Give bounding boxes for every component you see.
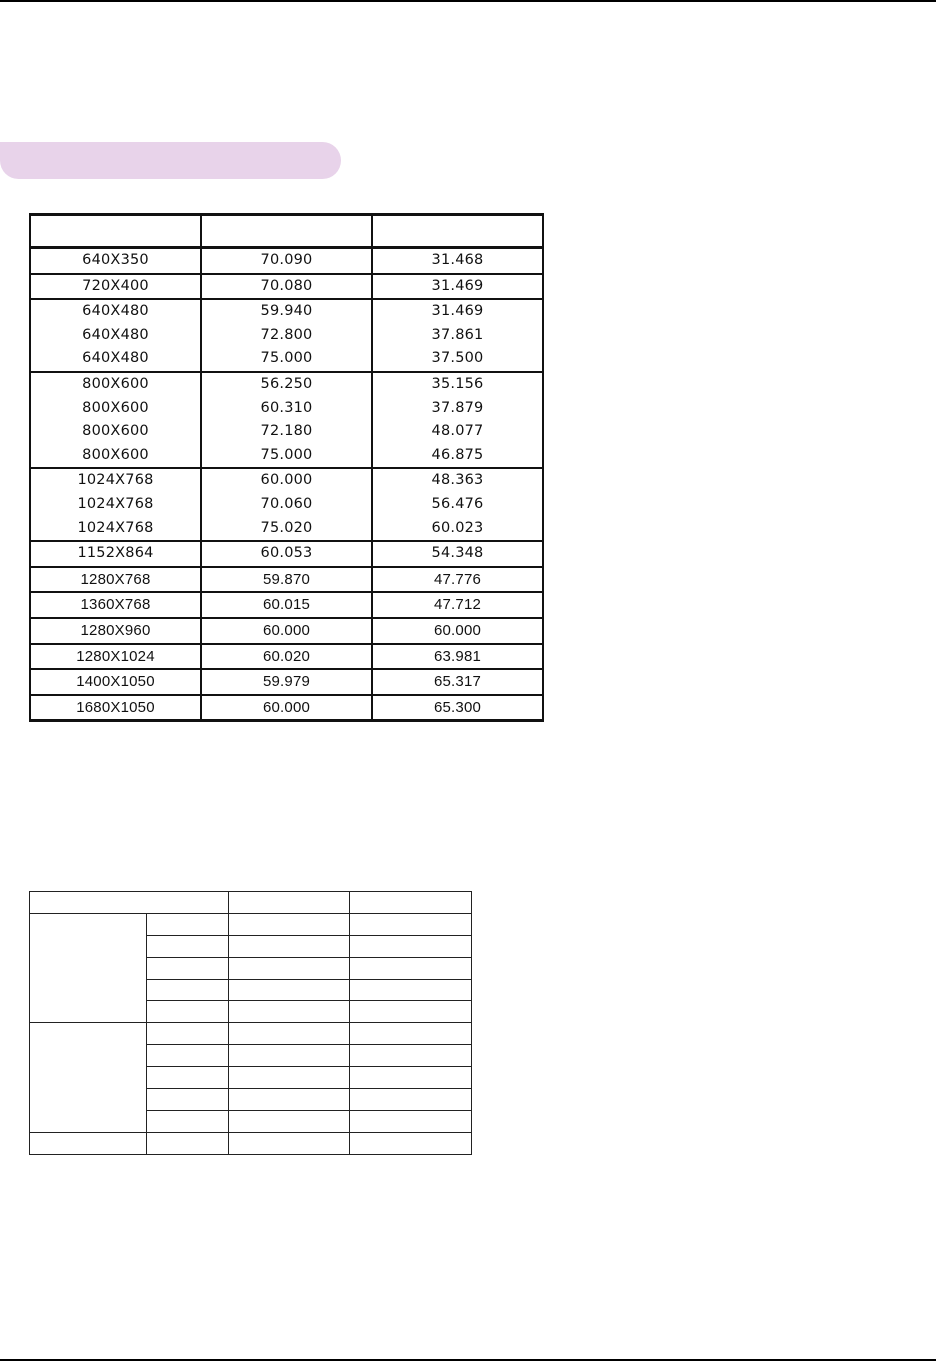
horizontal-frequency-cell: 60.000 <box>372 618 543 644</box>
table-cell <box>350 913 472 935</box>
resolution-cell: 1400X1050 <box>30 669 201 695</box>
top-rule <box>0 0 936 2</box>
table-row <box>30 372 543 397</box>
table-cell <box>229 1089 350 1111</box>
table-cell <box>30 1132 147 1154</box>
table-row <box>30 397 543 421</box>
table-cell <box>350 957 472 979</box>
table-cell <box>229 1001 350 1023</box>
table-cell <box>350 1023 472 1045</box>
resolution-cell: 1152X864 <box>30 541 201 567</box>
vertical-frequency-cell: 70.060 <box>201 493 372 517</box>
vertical-frequency-cell: 72.180 <box>201 420 372 444</box>
vertical-frequency-cell: 60.000 <box>201 468 372 493</box>
table-row <box>30 695 543 721</box>
bottom-rule <box>0 1359 936 1361</box>
table-row <box>30 444 543 469</box>
header-vertical-frequency <box>201 215 372 248</box>
table-row <box>30 517 543 542</box>
table-row <box>30 541 543 567</box>
horizontal-frequency-cell: 37.861 <box>372 324 543 348</box>
section-title-banner <box>0 142 341 179</box>
table-cell <box>229 957 350 979</box>
resolution-cell: 640X480 <box>30 347 201 372</box>
horizontal-frequency-cell: 31.469 <box>372 274 543 300</box>
vertical-frequency-cell: 59.870 <box>201 567 372 593</box>
table-cell <box>229 1110 350 1132</box>
table-cell <box>229 913 350 935</box>
header-resolution <box>30 215 201 248</box>
table-cell <box>229 1067 350 1089</box>
resolution-cell: 1280X1024 <box>30 644 201 670</box>
table-cell <box>350 979 472 1001</box>
horizontal-frequency-cell: 65.300 <box>372 695 543 721</box>
table-row <box>30 248 543 274</box>
table-row <box>30 347 543 372</box>
resolution-cell: 800X600 <box>30 444 201 469</box>
resolution-cell: 1360X768 <box>30 592 201 618</box>
table-row <box>30 468 543 493</box>
table-row <box>30 567 543 593</box>
horizontal-frequency-cell: 35.156 <box>372 372 543 397</box>
horizontal-frequency-cell: 46.875 <box>372 444 543 469</box>
horizontal-frequency-cell: 48.077 <box>372 420 543 444</box>
table-cell <box>147 979 229 1001</box>
resolution-table <box>29 213 544 722</box>
horizontal-frequency-cell: 47.712 <box>372 592 543 618</box>
vertical-frequency-cell: 70.090 <box>201 248 372 274</box>
table-cell <box>147 913 229 935</box>
vertical-frequency-cell: 72.800 <box>201 324 372 348</box>
resolution-cell: 800X600 <box>30 372 201 397</box>
table-cell <box>350 1001 472 1023</box>
header-horizontal-frequency <box>372 215 543 248</box>
table-row <box>30 618 543 644</box>
table-cell <box>229 979 350 1001</box>
table-row <box>30 1023 472 1045</box>
table-cell <box>350 1067 472 1089</box>
table-row <box>30 274 543 300</box>
table-cell <box>147 1045 229 1067</box>
table-cell <box>147 935 229 957</box>
horizontal-frequency-cell: 37.500 <box>372 347 543 372</box>
table-row <box>30 493 543 517</box>
table-cell <box>30 1023 147 1132</box>
horizontal-frequency-cell: 60.023 <box>372 517 543 542</box>
resolution-cell: 800X600 <box>30 420 201 444</box>
resolution-cell: 640X480 <box>30 324 201 348</box>
vertical-frequency-cell: 60.000 <box>201 618 372 644</box>
horizontal-frequency-cell: 48.363 <box>372 468 543 493</box>
table-cell <box>229 892 350 914</box>
resolution-cell: 1280X960 <box>30 618 201 644</box>
resolution-cell: 1024X768 <box>30 468 201 493</box>
table-row <box>30 299 543 324</box>
table-row <box>30 669 543 695</box>
table-cell <box>229 1045 350 1067</box>
resolution-cell: 640X480 <box>30 299 201 324</box>
table-cell <box>229 935 350 957</box>
table-header-row <box>30 215 543 248</box>
horizontal-frequency-cell: 65.317 <box>372 669 543 695</box>
table-cell <box>147 1023 229 1045</box>
table-row <box>30 892 472 914</box>
table-cell <box>147 1110 229 1132</box>
table-row <box>30 913 472 935</box>
table-cell <box>350 935 472 957</box>
resolution-table-body <box>30 248 543 721</box>
resolution-cell: 1024X768 <box>30 493 201 517</box>
table-cell <box>30 892 229 914</box>
horizontal-frequency-cell: 63.981 <box>372 644 543 670</box>
table-cell <box>147 1067 229 1089</box>
table-cell <box>350 1089 472 1111</box>
mode-table <box>29 891 472 1155</box>
resolution-cell: 1024X768 <box>30 517 201 542</box>
vertical-frequency-cell: 59.940 <box>201 299 372 324</box>
vertical-frequency-cell: 75.000 <box>201 444 372 469</box>
vertical-frequency-cell: 60.020 <box>201 644 372 670</box>
table-cell <box>229 1132 350 1154</box>
resolution-cell: 720X400 <box>30 274 201 300</box>
horizontal-frequency-cell: 54.348 <box>372 541 543 567</box>
vertical-frequency-cell: 70.080 <box>201 274 372 300</box>
table-row <box>30 592 543 618</box>
table-row <box>30 324 543 348</box>
table-cell <box>147 957 229 979</box>
vertical-frequency-cell: 75.020 <box>201 517 372 542</box>
horizontal-frequency-cell: 47.776 <box>372 567 543 593</box>
horizontal-frequency-cell: 37.879 <box>372 397 543 421</box>
table-cell <box>147 1089 229 1111</box>
horizontal-frequency-cell: 31.468 <box>372 248 543 274</box>
vertical-frequency-cell: 59.979 <box>201 669 372 695</box>
resolution-cell: 1280X768 <box>30 567 201 593</box>
table-cell <box>350 1132 472 1154</box>
table-row <box>30 1132 472 1154</box>
horizontal-frequency-cell: 31.469 <box>372 299 543 324</box>
horizontal-frequency-cell: 56.476 <box>372 493 543 517</box>
table-cell <box>350 1045 472 1067</box>
table-row <box>30 420 543 444</box>
table-cell <box>147 1001 229 1023</box>
vertical-frequency-cell: 56.250 <box>201 372 372 397</box>
table-row <box>30 644 543 670</box>
vertical-frequency-cell: 60.000 <box>201 695 372 721</box>
table-cell <box>350 892 472 914</box>
resolution-cell: 800X600 <box>30 397 201 421</box>
table-cell <box>229 1023 350 1045</box>
vertical-frequency-cell: 60.015 <box>201 592 372 618</box>
table-cell <box>350 1110 472 1132</box>
table-cell <box>30 913 147 1022</box>
vertical-frequency-cell: 60.053 <box>201 541 372 567</box>
table-cell <box>147 1132 229 1154</box>
vertical-frequency-cell: 75.000 <box>201 347 372 372</box>
vertical-frequency-cell: 60.310 <box>201 397 372 421</box>
resolution-cell: 640X350 <box>30 248 201 274</box>
resolution-cell: 1680X1050 <box>30 695 201 721</box>
